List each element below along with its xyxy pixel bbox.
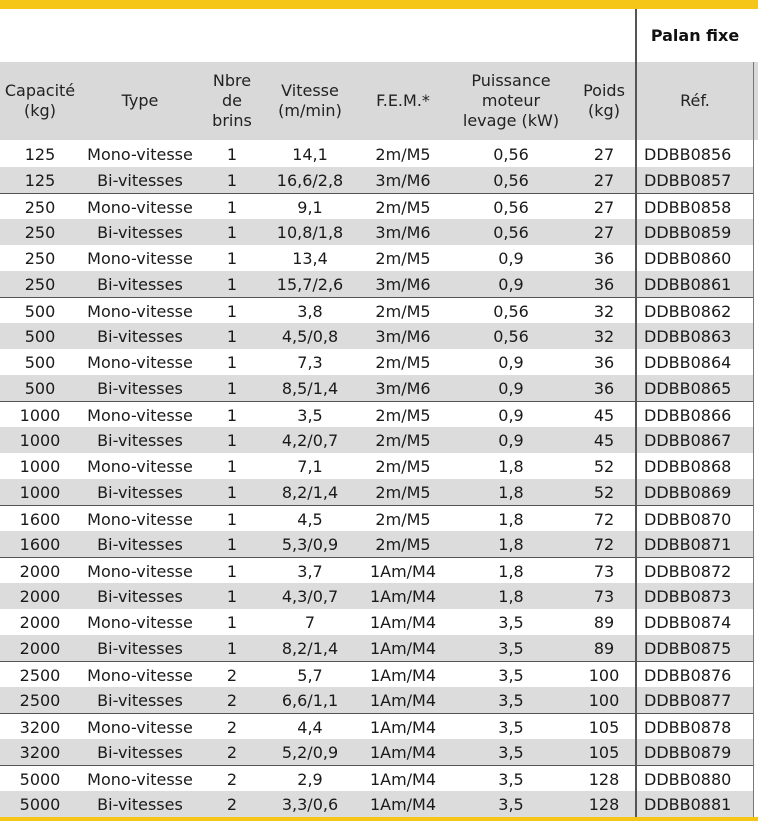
cell-vitesse: 7 (304, 612, 316, 632)
cell-ref: DDBB0866 (644, 405, 732, 425)
cell-ref: DDBB0868 (644, 456, 732, 476)
cell-puissance: 0,9 (498, 352, 524, 372)
cell-brins: 2 (226, 717, 238, 737)
cell-puissance: 3,5 (498, 665, 524, 685)
cell-brins: 1 (226, 586, 238, 606)
cell-vitesse: 4,3/0,7 (281, 586, 339, 606)
palan-fixe-title: Palan fixe (650, 26, 740, 45)
cell-fem: 2m/M5 (375, 482, 431, 502)
cell-vitesse: 3,5 (297, 405, 323, 425)
table-row (0, 349, 754, 375)
cell-vitesse: 10,8/1,8 (276, 222, 344, 242)
cell-type: Mono-vitesse (87, 561, 193, 581)
cell-ref: DDBB0863 (644, 326, 732, 346)
cell-fem: 2m/M5 (375, 197, 431, 217)
cell-capacite: 1600 (19, 509, 61, 529)
table-row (0, 713, 754, 740)
cell-fem: 2m/M5 (375, 405, 431, 425)
cell-poids: 52 (593, 456, 615, 476)
cell-fem: 3m/M6 (375, 170, 431, 190)
cell-fem: 2m/M5 (375, 509, 431, 529)
cell-fem: 2m/M5 (375, 534, 431, 554)
cell-type: Bi-vitesses (97, 690, 183, 710)
cell-type: Mono-vitesse (87, 197, 193, 217)
cell-vitesse: 4,5/0,8 (281, 326, 339, 346)
table-row (0, 739, 754, 765)
cell-vitesse: 3,3/0,6 (281, 794, 339, 814)
cell-puissance: 3,5 (498, 638, 524, 658)
cell-vitesse: 3,8 (297, 301, 323, 321)
cell-capacite: 3200 (19, 742, 61, 762)
cell-type: Bi-vitesses (97, 742, 183, 762)
cell-fem: 1Am/M4 (369, 769, 437, 789)
cell-fem: 3m/M6 (375, 326, 431, 346)
cell-ref: DDBB0881 (644, 794, 732, 814)
table-row (0, 609, 754, 635)
cell-fem: 3m/M6 (375, 274, 431, 294)
table-row (0, 765, 754, 792)
cell-fem: 3m/M6 (375, 378, 431, 398)
cell-type: Mono-vitesse (87, 769, 193, 789)
cell-poids: 27 (593, 170, 615, 190)
table-row (0, 531, 754, 557)
cell-ref: DDBB0856 (644, 144, 732, 164)
table-row (0, 167, 754, 193)
col-header-brins: Nbre de brins (212, 71, 252, 130)
cell-brins: 1 (226, 405, 238, 425)
col-header-vitesse: Vitesse (m/min) (278, 81, 342, 120)
cell-type: Mono-vitesse (87, 144, 193, 164)
cell-poids: 27 (593, 222, 615, 242)
table-row (0, 271, 754, 297)
cell-poids: 89 (593, 638, 615, 658)
cell-brins: 1 (226, 482, 238, 502)
cell-puissance: 0,56 (493, 144, 529, 164)
table-row (0, 401, 754, 428)
cell-poids: 36 (593, 248, 615, 268)
col-header-type: Type (121, 91, 159, 110)
cell-fem: 2m/M5 (375, 352, 431, 372)
cell-poids: 89 (593, 612, 615, 632)
cell-vitesse: 16,6/2,8 (276, 170, 344, 190)
cell-fem: 1Am/M4 (369, 665, 437, 685)
table-row (0, 323, 754, 349)
cell-capacite: 1000 (19, 456, 61, 476)
cell-capacite: 1000 (19, 482, 61, 502)
table-row (0, 245, 754, 271)
cell-capacite: 2500 (19, 690, 61, 710)
cell-brins: 1 (226, 301, 238, 321)
cell-brins: 1 (226, 352, 238, 372)
cell-type: Bi-vitesses (97, 170, 183, 190)
cell-ref: DDBB0870 (644, 509, 732, 529)
cell-poids: 52 (593, 482, 615, 502)
cell-brins: 1 (226, 612, 238, 632)
cell-capacite: 5000 (19, 769, 61, 789)
cell-capacite: 250 (24, 248, 56, 268)
table-row (0, 141, 754, 167)
cell-brins: 1 (226, 197, 238, 217)
cell-puissance: 3,5 (498, 612, 524, 632)
table-row (0, 453, 754, 479)
cell-capacite: 250 (24, 274, 56, 294)
cell-ref: DDBB0862 (644, 301, 732, 321)
cell-puissance: 0,56 (493, 222, 529, 242)
cell-puissance: 1,8 (498, 534, 524, 554)
cell-capacite: 2000 (19, 638, 61, 658)
cell-puissance: 3,5 (498, 717, 524, 737)
cell-puissance: 1,8 (498, 586, 524, 606)
cell-ref: DDBB0873 (644, 586, 732, 606)
cell-type: Bi-vitesses (97, 274, 183, 294)
cell-brins: 1 (226, 456, 238, 476)
cell-ref: DDBB0859 (644, 222, 732, 242)
cell-puissance: 1,8 (498, 456, 524, 476)
cell-brins: 1 (226, 274, 238, 294)
cell-puissance: 0,9 (498, 274, 524, 294)
cell-poids: 36 (593, 352, 615, 372)
cell-fem: 1Am/M4 (369, 638, 437, 658)
cell-ref: DDBB0861 (644, 274, 732, 294)
cell-ref: DDBB0875 (644, 638, 732, 658)
cell-fem: 2m/M5 (375, 430, 431, 450)
cell-capacite: 250 (24, 197, 56, 217)
cell-capacite: 1600 (19, 534, 61, 554)
cell-vitesse: 5,7 (297, 665, 323, 685)
cell-brins: 1 (226, 144, 238, 164)
cell-puissance: 0,56 (493, 170, 529, 190)
cell-capacite: 125 (24, 170, 56, 190)
cell-vitesse: 4,5 (297, 509, 323, 529)
cell-vitesse: 13,4 (292, 248, 328, 268)
cell-brins: 1 (226, 222, 238, 242)
cell-type: Mono-vitesse (87, 248, 193, 268)
bottom-accent-bar (0, 817, 758, 821)
col-header-ref: Réf. (680, 91, 710, 110)
cell-puissance: 0,56 (493, 301, 529, 321)
cell-type: Bi-vitesses (97, 430, 183, 450)
cell-puissance: 3,5 (498, 794, 524, 814)
cell-type: Bi-vitesses (97, 534, 183, 554)
cell-puissance: 0,56 (493, 197, 529, 217)
col-header-puissance: Puissance moteur levage (kW) (462, 71, 560, 130)
cell-type: Mono-vitesse (87, 405, 193, 425)
cell-ref: DDBB0871 (644, 534, 732, 554)
cell-brins: 2 (226, 690, 238, 710)
cell-poids: 100 (588, 665, 620, 685)
cell-capacite: 2500 (19, 665, 61, 685)
cell-type: Mono-vitesse (87, 717, 193, 737)
cell-ref: DDBB0867 (644, 430, 732, 450)
cell-puissance: 0,9 (498, 378, 524, 398)
cell-brins: 1 (226, 170, 238, 190)
cell-vitesse: 3,7 (297, 561, 323, 581)
cell-puissance: 1,8 (498, 482, 524, 502)
table-row (0, 297, 754, 324)
cell-fem: 2m/M5 (375, 144, 431, 164)
table-row (0, 193, 754, 220)
table-row (0, 375, 754, 401)
cell-poids: 27 (593, 197, 615, 217)
cell-fem: 1Am/M4 (369, 794, 437, 814)
cell-type: Mono-vitesse (87, 509, 193, 529)
cell-brins: 1 (226, 561, 238, 581)
cell-capacite: 250 (24, 222, 56, 242)
right-border (753, 62, 754, 817)
cell-vitesse: 8,2/1,4 (281, 638, 339, 658)
cell-puissance: 1,8 (498, 509, 524, 529)
cell-ref: DDBB0858 (644, 197, 732, 217)
cell-vitesse: 14,1 (292, 144, 328, 164)
cell-type: Bi-vitesses (97, 586, 183, 606)
cell-puissance: 0,56 (493, 326, 529, 346)
cell-fem: 2m/M5 (375, 301, 431, 321)
cell-poids: 105 (588, 717, 620, 737)
table-row (0, 635, 754, 661)
cell-type: Bi-vitesses (97, 222, 183, 242)
cell-puissance: 3,5 (498, 690, 524, 710)
cell-poids: 128 (588, 794, 620, 814)
cell-capacite: 2000 (19, 612, 61, 632)
cell-capacite: 125 (24, 144, 56, 164)
col-header-fem: F.E.M.* (376, 91, 430, 110)
column-divider (635, 9, 637, 817)
cell-capacite: 1000 (19, 405, 61, 425)
cell-vitesse: 5,3/0,9 (281, 534, 339, 554)
cell-vitesse: 8,2/1,4 (281, 482, 339, 502)
cell-type: Mono-vitesse (87, 665, 193, 685)
table-row (0, 427, 754, 453)
cell-type: Mono-vitesse (87, 612, 193, 632)
cell-poids: 32 (593, 301, 615, 321)
top-accent-bar (0, 0, 758, 9)
cell-vitesse: 9,1 (297, 197, 323, 217)
cell-brins: 1 (226, 248, 238, 268)
header-spacer (0, 9, 636, 62)
cell-ref: DDBB0879 (644, 742, 732, 762)
cell-capacite: 500 (24, 326, 56, 346)
cell-poids: 72 (593, 534, 615, 554)
cell-puissance: 0,9 (498, 405, 524, 425)
table-row (0, 505, 754, 532)
cell-fem: 1Am/M4 (369, 690, 437, 710)
cell-vitesse: 7,1 (297, 456, 323, 476)
cell-vitesse: 4,4 (297, 717, 323, 737)
cell-fem: 1Am/M4 (369, 612, 437, 632)
table-row (0, 687, 754, 713)
cell-poids: 45 (593, 405, 615, 425)
cell-fem: 1Am/M4 (369, 717, 437, 737)
cell-brins: 1 (226, 430, 238, 450)
cell-poids: 100 (588, 690, 620, 710)
cell-brins: 1 (226, 509, 238, 529)
col-header-poids: Poids (kg) (583, 81, 625, 120)
cell-ref: DDBB0880 (644, 769, 732, 789)
cell-poids: 27 (593, 144, 615, 164)
cell-vitesse: 4,2/0,7 (281, 430, 339, 450)
table-row (0, 479, 754, 505)
cell-type: Mono-vitesse (87, 352, 193, 372)
cell-type: Bi-vitesses (97, 378, 183, 398)
table-row (0, 661, 754, 688)
cell-capacite: 2000 (19, 561, 61, 581)
cell-fem: 2m/M5 (375, 248, 431, 268)
cell-ref: DDBB0860 (644, 248, 732, 268)
cell-capacite: 500 (24, 301, 56, 321)
cell-vitesse: 15,7/2,6 (276, 274, 344, 294)
cell-type: Mono-vitesse (87, 301, 193, 321)
cell-type: Mono-vitesse (87, 456, 193, 476)
cell-ref: DDBB0872 (644, 561, 732, 581)
cell-brins: 1 (226, 378, 238, 398)
cell-fem: 2m/M5 (375, 456, 431, 476)
cell-poids: 36 (593, 378, 615, 398)
cell-ref: DDBB0864 (644, 352, 732, 372)
cell-brins: 2 (226, 794, 238, 814)
cell-poids: 32 (593, 326, 615, 346)
cell-ref: DDBB0876 (644, 665, 732, 685)
cell-poids: 45 (593, 430, 615, 450)
cell-vitesse: 2,9 (297, 769, 323, 789)
cell-ref: DDBB0877 (644, 690, 732, 710)
col-header-capacite: Capacité (kg) (4, 81, 76, 120)
cell-puissance: 0,9 (498, 248, 524, 268)
table-row (0, 583, 754, 609)
cell-vitesse: 7,3 (297, 352, 323, 372)
cell-brins: 1 (226, 326, 238, 346)
cell-ref: DDBB0865 (644, 378, 732, 398)
cell-brins: 1 (226, 534, 238, 554)
cell-poids: 128 (588, 769, 620, 789)
table-row (0, 219, 754, 245)
cell-puissance: 3,5 (498, 769, 524, 789)
cell-brins: 1 (226, 638, 238, 658)
cell-ref: DDBB0878 (644, 717, 732, 737)
cell-vitesse: 8,5/1,4 (281, 378, 339, 398)
cell-poids: 73 (593, 586, 615, 606)
cell-capacite: 500 (24, 378, 56, 398)
cell-brins: 2 (226, 665, 238, 685)
cell-brins: 2 (226, 769, 238, 789)
cell-capacite: 3200 (19, 717, 61, 737)
cell-ref: DDBB0874 (644, 612, 732, 632)
cell-poids: 105 (588, 742, 620, 762)
cell-brins: 2 (226, 742, 238, 762)
table-row (0, 791, 754, 817)
cell-puissance: 3,5 (498, 742, 524, 762)
cell-poids: 72 (593, 509, 615, 529)
cell-fem: 1Am/M4 (369, 742, 437, 762)
cell-capacite: 1000 (19, 430, 61, 450)
cell-poids: 36 (593, 274, 615, 294)
cell-fem: 1Am/M4 (369, 586, 437, 606)
cell-ref: DDBB0857 (644, 170, 732, 190)
cell-capacite: 2000 (19, 586, 61, 606)
cell-ref: DDBB0869 (644, 482, 732, 502)
cell-capacite: 5000 (19, 794, 61, 814)
cell-poids: 73 (593, 561, 615, 581)
cell-capacite: 500 (24, 352, 56, 372)
cell-puissance: 0,9 (498, 430, 524, 450)
cell-type: Bi-vitesses (97, 638, 183, 658)
table-row (0, 557, 754, 584)
cell-fem: 1Am/M4 (369, 561, 437, 581)
cell-type: Bi-vitesses (97, 482, 183, 502)
cell-puissance: 1,8 (498, 561, 524, 581)
cell-vitesse: 5,2/0,9 (281, 742, 339, 762)
cell-type: Bi-vitesses (97, 794, 183, 814)
cell-vitesse: 6,6/1,1 (281, 690, 339, 710)
cell-fem: 3m/M6 (375, 222, 431, 242)
cell-type: Bi-vitesses (97, 326, 183, 346)
